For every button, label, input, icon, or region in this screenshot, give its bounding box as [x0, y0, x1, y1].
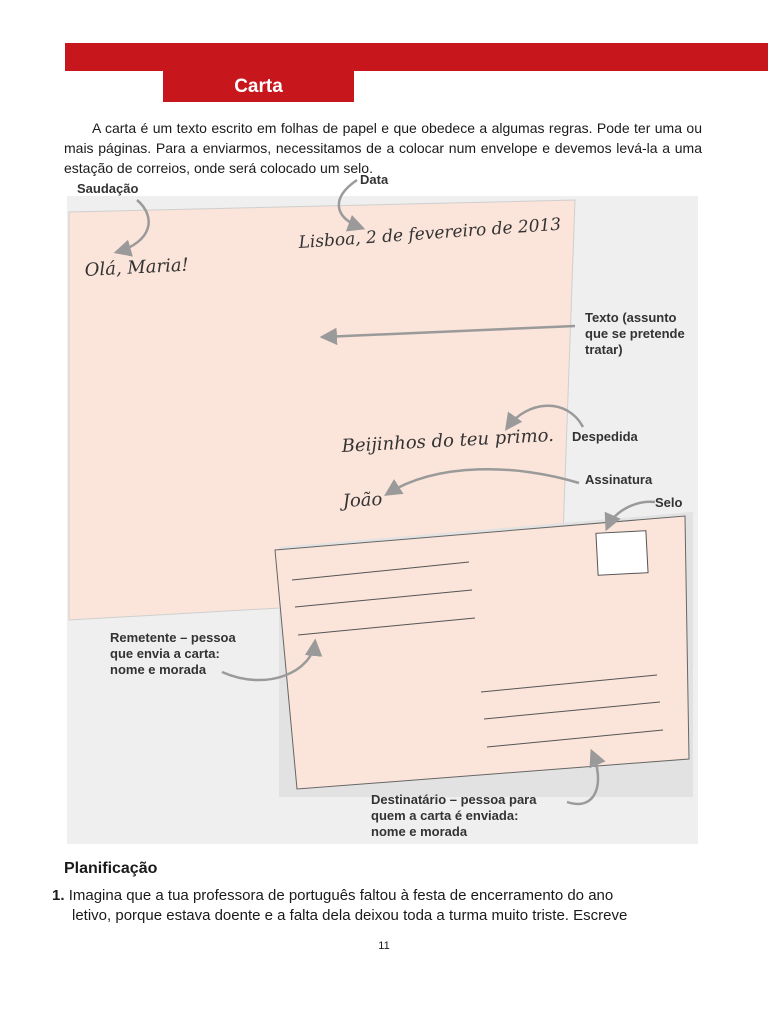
- letter-farewell: Beijinhos do teu primo.: [341, 424, 555, 457]
- task-item: [52, 886, 712, 926]
- callout-despedida: Despedida: [572, 429, 638, 444]
- callout-data: Data: [360, 172, 389, 187]
- letter-signature: João: [342, 488, 383, 512]
- letter-illustration: [67, 172, 698, 844]
- callout-assinatura: Assinatura: [585, 472, 653, 487]
- callout-selo: Selo: [655, 495, 683, 510]
- letter-greeting: Olá, Maria!: [84, 254, 190, 281]
- task-line-1: Imagina que a tua professora de português faltou à festa de encerramento do ano: [68, 887, 614, 904]
- page-title: Carta: [163, 71, 354, 102]
- page-number: 11: [378, 940, 390, 952]
- letter-date: Lisboa, 2 de fevereiro de 2013: [297, 214, 562, 253]
- callout-remetente: Remetente – pessoa que envia a carta: nome e morada: [110, 630, 236, 677]
- stamp-icon: [596, 531, 648, 576]
- letter-figure: [67, 172, 698, 844]
- header-bar: [65, 43, 768, 71]
- task-line-2: letivo, porque estava doente e a falta dela deixou toda a turma muito triste. Escreve: [72, 907, 628, 924]
- task-number: 1.: [52, 887, 65, 904]
- callout-saudacao: Saudação: [77, 181, 139, 196]
- section-title: Planificação: [64, 860, 158, 877]
- callout-destinatario: Destinatário – pessoa para quem a carta é enviada: nome e morada: [371, 792, 537, 839]
- callout-texto: Texto (assunto que se pretende tratar): [585, 310, 685, 357]
- intro-paragraph: A carta é um texto escrito em folhas de papel e que obedece a algumas regras. Pode ter uma ou mais páginas. Para a enviarmos, necessitamos de a colocar num envelope e devemos levá-la a uma estação de correios, onde será colocado um selo.: [64, 120, 702, 176]
